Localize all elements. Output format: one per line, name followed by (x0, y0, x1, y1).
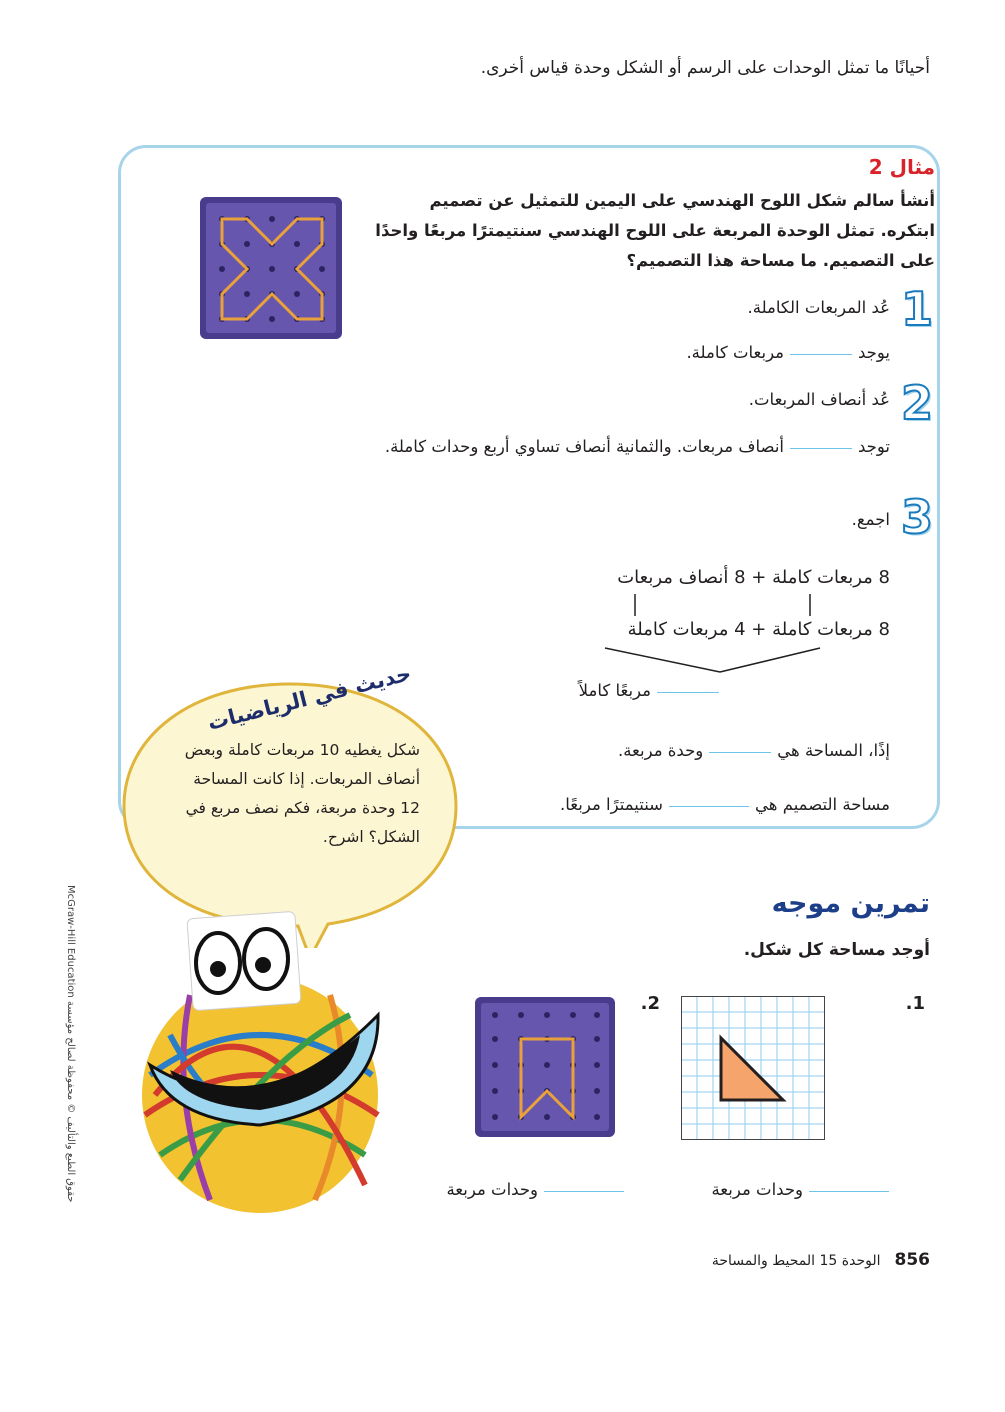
step-1-text: عُد المربعات الكاملة. (747, 298, 890, 317)
sum-line-1: 8 مربعات كاملة + 8 أنصاف مربعات (617, 567, 890, 588)
item-2-number: 2. (640, 993, 660, 1014)
conclusion-2 (560, 795, 890, 814)
item-2-answer (446, 1180, 630, 1199)
item-1-answer (711, 1180, 895, 1199)
practice-title: تمرين موجه (771, 888, 930, 919)
grid-triangle-figure (681, 996, 825, 1140)
example-title: مثال 2 (868, 155, 935, 179)
item-1-blank[interactable] (809, 1189, 889, 1192)
geoboard-banner-figure (473, 995, 617, 1139)
conclusion-2-post: سنتيمترًا مربعًا. (560, 795, 664, 814)
conclusion-1-post: وحدة مربعة. (617, 741, 704, 760)
item-1-number: 1. (905, 993, 925, 1014)
step-1-answer-line (686, 343, 890, 362)
math-talk-text: شكل يغطيه 10 مربعات كاملة وبعض أنصاف المربعات. إذا كانت المساحة 12 وحدة مربعة، فكم نصف مربع في الشكل؟ اشرح. (184, 741, 420, 846)
practice-subtitle: أوجد مساحة كل شكل. (743, 940, 930, 960)
step-2-number: 2 (900, 376, 933, 430)
item-2-answer-label: وحدات مربعة (446, 1180, 538, 1199)
intro-text: أحيانًا ما تمثل الوحدات على الرسم أو الشكل وحدة قياس أخرى. (480, 58, 930, 78)
sum-result-label: مربعًا كاملاً (578, 681, 651, 700)
step-2-answer-line (330, 432, 890, 462)
step-2-post: أنصاف مربعات. والثمانية أنصاف تساوي أربع وحدات كاملة. (384, 437, 785, 456)
sum-bracket-lines (600, 592, 840, 692)
rubber-band-ball-image (110, 905, 400, 1215)
step-1-blank[interactable] (790, 352, 852, 355)
chapter-title: الوحدة 15 المحيط والمساحة (711, 1253, 881, 1269)
side-credit (60, 885, 84, 1203)
page-number: 856 (894, 1250, 930, 1270)
math-talk-title: حديث في الرياضيات (205, 661, 414, 735)
page-footer (712, 1250, 930, 1270)
step-2-text: عُد أنصاف المربعات. (748, 390, 890, 409)
item-1-answer-label: وحدات مربعة (711, 1180, 803, 1199)
conclusion-1-pre: إذًا، المساحة هي (777, 741, 890, 760)
step-3-text: اجمع. (851, 510, 890, 529)
sum-line-2: 8 مربعات كاملة + 4 مربعات كاملة (627, 619, 890, 640)
sum-result-blank[interactable] (657, 690, 719, 693)
step-2-blank[interactable] (790, 446, 852, 449)
example-problem: أنشأ سالم شكل اللوح الهندسي على اليمين للتمثيل عن تصميم ابتكره. تمثل الوحدة المربعة على اللوح الهندسي سنتيمترًا مربعًا واحدًا على التصميم. ما مساحة هذا التصميم؟ (375, 191, 935, 270)
step-1-number: 1 (900, 282, 933, 336)
step-2-pre: توجد (858, 437, 890, 456)
conclusion-2-blank[interactable] (669, 804, 749, 807)
conclusion-2-pre: مساحة التصميم هي (755, 795, 890, 814)
step-3-number: 3 (900, 490, 933, 544)
item-2-blank[interactable] (544, 1189, 624, 1192)
geoboard-x-image (198, 195, 346, 343)
step-1-pre: يوجد (858, 343, 890, 362)
conclusion-1 (618, 741, 890, 760)
sum-result (579, 681, 725, 700)
step-1-post: مربعات كاملة. (686, 343, 785, 362)
conclusion-1-blank[interactable] (709, 750, 771, 753)
side-credit-text: McGraw-Hill Education حقوق الطبع والتأليف © محفوظة لصالح مؤسسة (65, 885, 76, 1203)
